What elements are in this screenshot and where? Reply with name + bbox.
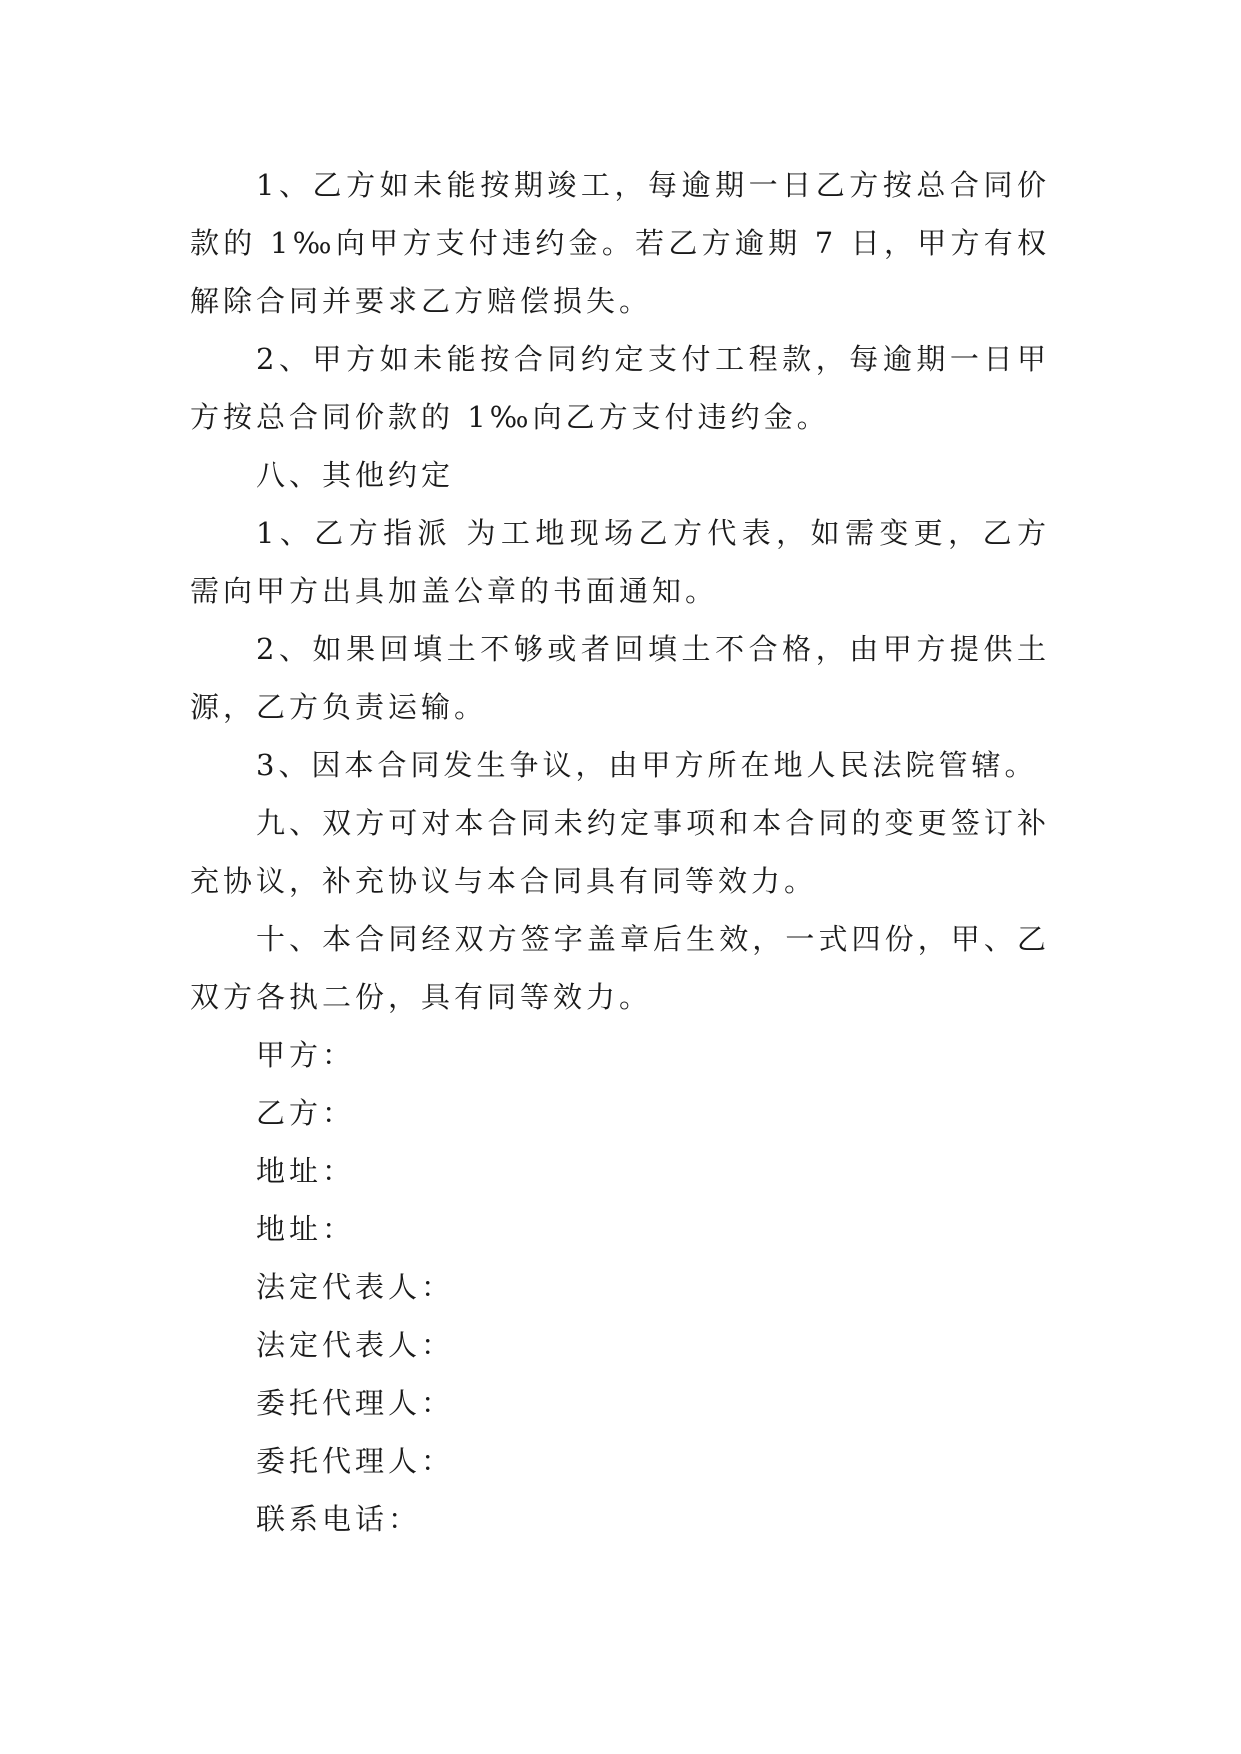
paragraph-dispute-jurisdiction: 3、因本合同发生争议，由甲方所在地人民法院管辖。	[256, 748, 1038, 782]
signature-legal-rep-a: 法定代表人：	[256, 1270, 455, 1304]
paragraph-penalty-client: 2、甲方如未能按合同约定支付工程款，每逾期一日甲方按总合同价款的 1‰向乙方支付违约金。	[190, 342, 1050, 434]
signature-agent-a: 委托代理人：	[256, 1386, 455, 1420]
signature-address-b: 地址：	[256, 1212, 356, 1246]
signature-party-b: 乙方：	[256, 1096, 356, 1130]
paragraph-site-representative: 1、乙方指派 为工地现场乙方代表，如需变更，乙方需向甲方出具加盖公章的书面通知。	[190, 516, 1050, 608]
signature-address-a: 地址：	[256, 1154, 356, 1188]
signature-legal-rep-b: 法定代表人：	[256, 1328, 455, 1362]
paragraph-penalty-contractor: 1、乙方如未能按期竣工，每逾期一日乙方按总合同价款的 1‰向甲方支付违约金。若乙方逾期 7 日，甲方有权解除合同并要求乙方赔偿损失。	[190, 168, 1050, 318]
paragraph-backfill-soil: 2、如果回填土不够或者回填土不合格，由甲方提供土源，乙方负责运输。	[190, 632, 1050, 724]
contract-body	[190, 156, 1050, 1548]
signature-phone: 联系电话：	[256, 1502, 422, 1536]
paragraph-effectiveness: 十、本合同经双方签字盖章后生效，一式四份，甲、乙双方各执二份，具有同等效力。	[190, 922, 1050, 1014]
signature-party-a: 甲方：	[256, 1038, 356, 1072]
signature-agent-b: 委托代理人：	[256, 1444, 455, 1478]
paragraph-supplementary-agreement: 九、双方可对本合同未约定事项和本合同的变更签订补充协议，补充协议与本合同具有同等效力。	[190, 806, 1050, 898]
section-heading-other-terms: 八、其他约定	[256, 458, 455, 492]
